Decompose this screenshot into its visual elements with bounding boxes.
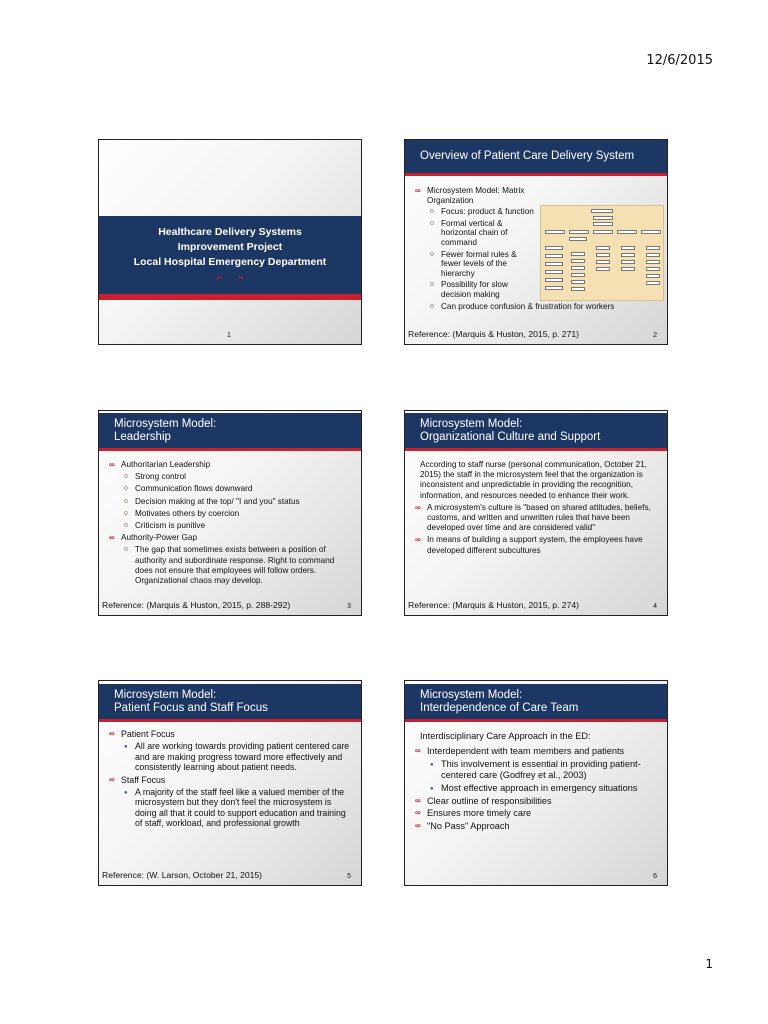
list-item: o Motivates others by coercion	[109, 509, 353, 519]
title-band	[99, 216, 361, 294]
list-item: o Formal vertical & horizontal chain of command	[415, 219, 535, 248]
list-item: ∞ Staff Focus	[109, 775, 353, 785]
slide-title-text: Overview of Patient Care Delivery System	[420, 150, 635, 162]
list-item: o Decision making at the top/ "I and you" status	[109, 497, 353, 507]
slide-title	[405, 140, 667, 176]
list-item: ● Most effective approach in emergency situations	[415, 783, 659, 794]
slide-3	[98, 410, 362, 616]
slide-title-line: Microsystem Model:	[114, 689, 217, 701]
list-item: ∞ Clear outline of responsibilities	[415, 796, 659, 807]
list-item: ∞ Authoritarian Leadership	[109, 460, 353, 470]
title-line: Improvement Project	[177, 241, 283, 253]
slide-reference: Reference: (W. Larson, October 21, 2015)	[102, 870, 263, 880]
slide-reference: Reference: (Marquis & Huston, 2015, p. 271)	[408, 329, 580, 339]
slide-title-line: Microsystem Model:	[114, 418, 217, 430]
intro-text: Interdisciplinary Care Approach in the ED:	[420, 731, 591, 741]
slide-title	[405, 413, 667, 451]
list-item: ● A majority of the staff feel like a valued member of the microsystem but they don't feel the microsystem is doing all that it could to support education and training of staff, workload, and professional growth	[109, 787, 353, 829]
list-item: o Can produce confusion & frustration for workers	[415, 302, 668, 312]
slide-2	[404, 139, 668, 345]
list-item: o Criticism is punitive	[109, 521, 353, 531]
slide-body	[415, 186, 615, 313]
title-line: Local Hospital Emergency Department	[133, 256, 327, 268]
slide-title	[99, 413, 361, 451]
list-item: o The gap that sometimes exists between a position of authority and subordinate response. Right to command does not ensure that employees will follow orders. Organizational chaos may develop.	[109, 545, 353, 586]
slide-title-line: Microsystem Model:	[420, 689, 523, 701]
slide-reference: Reference: (Marquis & Huston, 2015, p. 274)	[408, 600, 580, 610]
slide-body	[415, 460, 659, 558]
slide-number: 2	[653, 332, 657, 339]
list-item: o Fewer formal rules & fewer levels of the hierarchy	[415, 250, 535, 279]
ornament-icon: ∞ ∞	[216, 273, 244, 282]
slide-title-line: Leadership	[114, 431, 171, 443]
page-date: 12/6/2015	[646, 53, 713, 68]
title-line: Healthcare Delivery Systems	[158, 226, 302, 238]
list-item: o Focus: product & function	[415, 207, 535, 217]
slide-title	[405, 684, 667, 722]
list-item: ∞ Microsystem Model: Matrix Organization	[415, 186, 535, 205]
list-item: ∞ Ensures more timely care	[415, 808, 659, 819]
slide-reference: Reference: (Marquis & Huston, 2015, p. 288-292)	[102, 600, 291, 610]
intro-text: According to staff nurse (personal communication, October 21, 2015) the staff in the microsystem feel that the organization is inconsistent and unpredictable in providing the recognition, information, and resources needed to enhance their work.	[420, 460, 647, 500]
list-item: o Strong control	[109, 472, 353, 482]
slide-body	[109, 460, 353, 588]
list-item: ∞ "No Pass" Approach	[415, 821, 659, 832]
slide-title-line: Microsystem Model:	[420, 418, 523, 430]
slide-5	[98, 680, 362, 886]
list-item: ∞ Interdependent with team members and patients	[415, 746, 659, 757]
list-item: ∞ Patient Focus	[109, 729, 353, 739]
title-red-stripe	[99, 294, 361, 300]
list-item: o Communication flows downward	[109, 484, 353, 494]
matrix-org-chart	[540, 205, 664, 301]
slide-1	[98, 139, 362, 345]
list-item: o Possibility for slow decision making	[415, 280, 535, 299]
list-item: ● All are working towards providing patient centered care and are making progress toward more effectively and consistently learning about patient needs.	[109, 741, 353, 772]
slide-title-line: Patient Focus and Staff Focus	[114, 702, 268, 714]
slide-number: 4	[653, 603, 657, 610]
slide-6	[404, 680, 668, 886]
list-item: ∞ In means of building a support system, the employees have developed different subcultures	[415, 535, 659, 555]
slide-title-line: Interdependence of Care Team	[420, 702, 579, 714]
list-item: ∞ A microsystem's culture is "based on shared attitudes, beliefs, customs, and written and unwritten rules that have been developed over time and are considered valid"	[415, 503, 659, 534]
list-item: ∞ Authority-Power Gap	[109, 533, 353, 543]
list-item: ● This involvement is essential in providing patient-centered care (Godfrey et al., 2003)	[415, 759, 659, 781]
slide-title	[99, 684, 361, 722]
slide-body	[415, 731, 659, 834]
slide-title-line: Organizational Culture and Support	[420, 431, 601, 443]
slide-number: 3	[347, 603, 351, 610]
slide-4	[404, 410, 668, 616]
slide-number: 1	[227, 332, 231, 339]
slide-body	[109, 729, 353, 831]
slide-number: 5	[347, 873, 351, 880]
slide-number: 6	[653, 873, 657, 880]
page-number: 1	[705, 957, 713, 971]
